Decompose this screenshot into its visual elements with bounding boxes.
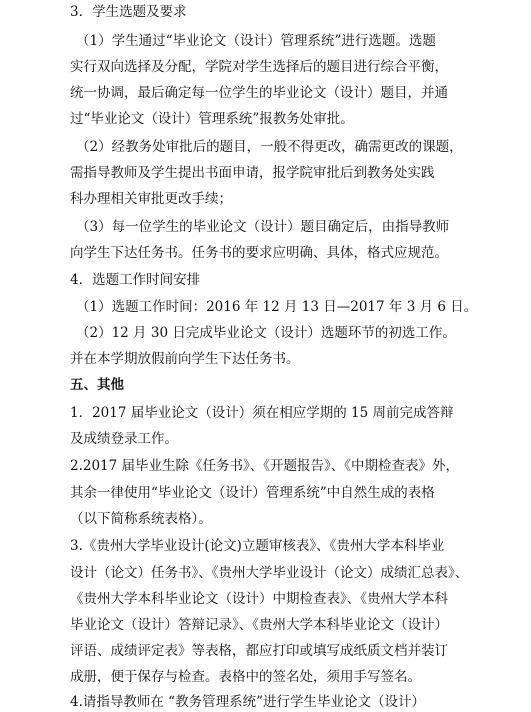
paragraph-line: 并在本学期放假前向学生下达任务书。	[70, 351, 300, 367]
paragraph-line: 成册，便于保存与检查。表格中的签名处，须用手写签名。	[70, 669, 421, 685]
paragraph-line: （1）选题工作时间：2016 年 12 月 13 日—2017 年 3 月 6 日。	[76, 299, 478, 315]
paragraph-line: 4.请指导教师在 “教务管理系统”进行学生毕业论文（设计）	[70, 694, 425, 710]
paragraph-line: 3.《贵州大学毕业设计(论文)立题审核表》、《贵州大学本科毕业	[70, 538, 445, 554]
paragraph-line: 设计（论文）任务书》、《贵州大学毕业设计（论文）成绩汇总表》、	[70, 565, 469, 581]
paragraph-line: （2）经教务处审批后的题目，一般不得更改，确需更改的课题，	[76, 139, 463, 155]
paragraph-line: 毕业论文（设计）答辩记录》、《贵州大学本科毕业论文（设计）	[70, 617, 448, 633]
paragraph-line: 及成绩登录工作。	[70, 431, 178, 447]
paragraph-line: 向学生下达任务书。任务书的要求应明确、具体，格式应规范。	[70, 245, 448, 261]
paragraph-line: （1）学生通过“毕业论文（设计）管理系统”进行选题。选题	[76, 33, 436, 49]
paragraph-line: 需指导教师及学生提出书面申请，报学院审批后到教务处实践	[70, 165, 435, 181]
paragraph-line: （3）每一位学生的毕业论文（设计）题目确定后，由指导教师	[76, 219, 450, 235]
section-heading-other: 五、其他	[70, 377, 124, 393]
paragraph-line: 1．2017 届毕业论文（设计）须在相应学期的 15 周前完成答辩	[70, 405, 454, 421]
paragraph-line: （2）12 月 30 日完成毕业论文（设计）选题环节的初选工作。	[76, 325, 456, 341]
heading-topic-selection: 3．学生选题及要求	[70, 4, 187, 20]
paragraph-line: 实行双向选择及分配，学院对学生选择后的题目进行综合平衡，	[70, 59, 448, 75]
paragraph-line: 统一协调，最后确定每一位学生的毕业论文（设计）题目，并通	[70, 85, 448, 101]
paragraph-line: 其余一律使用“毕业论文（设计）管理系统”中自然生成的表格	[70, 485, 435, 501]
paragraph-line: 过“毕业论文（设计）管理系统”报教务处审批。	[70, 111, 354, 127]
paragraph-line: 评语、成绩评定表》等表格，都应打印或填写成纸质文档并装订	[70, 643, 448, 659]
paragraph-line: 科办理相关审批更改手续；	[70, 191, 232, 207]
paragraph-line: 《贵州大学本科毕业论文（设计）中期检查表》、《贵州大学本科	[70, 591, 448, 607]
heading-schedule: 4．选题工作时间安排	[70, 272, 201, 288]
paragraph-line: 2.2017 届毕业生除《任务书》、《开题报告》、《中期检查表》外，	[70, 458, 460, 474]
paragraph-line: （以下简称系统表格）。	[70, 511, 212, 527]
